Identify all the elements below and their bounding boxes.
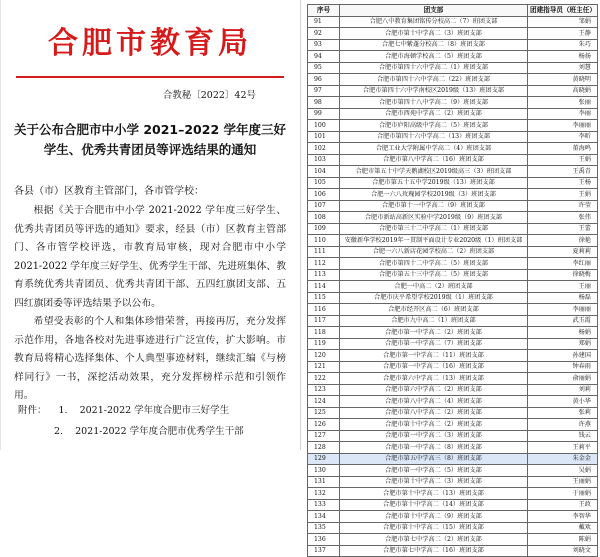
row-number: 111 — [308, 246, 340, 258]
table-row — [308, 85, 598, 97]
table-row — [308, 373, 598, 385]
row-leader: 刘慧 — [528, 62, 598, 74]
attachments-label: 附件： — [18, 405, 47, 416]
row-branch: 合肥市第八中学高二（4）班团支部 — [340, 396, 528, 408]
row-leader: 俞丽娟 — [528, 373, 598, 385]
row-branch: 合肥市第三十二中学高二（1）班团支部 — [340, 223, 528, 235]
row-leader: 戴欢 — [528, 522, 598, 534]
row-number: 121 — [308, 361, 340, 373]
row-leader: 张伟 — [528, 212, 598, 224]
row-branch: 安徽新华学校2019年一贯制平面设计专业2020级（1）班团支部 — [340, 235, 528, 247]
table-row — [308, 281, 598, 293]
table-row — [308, 476, 598, 488]
table-row — [308, 108, 598, 120]
row-branch: 合肥市新站高新区实验中学2019级（9）班团支部 — [340, 212, 528, 224]
table-row — [308, 131, 598, 143]
row-number: 107 — [308, 200, 340, 212]
row-number: 134 — [308, 511, 340, 523]
table-row — [308, 338, 598, 350]
row-leader: 杨扬 — [528, 51, 598, 63]
row-branch: 合肥市海顿学校高二（5）班团支部 — [340, 51, 528, 63]
row-branch: 合肥市第一中学高二（2）班团支部 — [340, 327, 528, 339]
row-branch: 合肥一六八新店花园学校高二（2）班团支部 — [340, 246, 528, 258]
row-number: 116 — [308, 304, 340, 316]
row-branch: 合肥市第十中学高二（3）班团支部 — [340, 28, 528, 40]
row-leader: 王娟 — [528, 154, 598, 166]
row-number: 99 — [308, 108, 340, 120]
row-leader: 李智华 — [528, 511, 598, 523]
issuing-authority-title: 合肥市教育局 — [48, 26, 252, 61]
row-number: 115 — [308, 292, 340, 304]
notice-body — [14, 202, 286, 406]
table-row — [308, 407, 598, 419]
table-row — [308, 396, 598, 408]
table-row — [308, 212, 598, 224]
row-branch: 合肥七中紫蓬分校高二（8）班团支部 — [340, 39, 528, 51]
table-row — [308, 453, 598, 465]
row-branch: 合肥市第六中学高二（2）班团支部 — [340, 384, 528, 396]
row-number: 94 — [308, 51, 340, 63]
row-branch: 合肥市第七中学高二（16）班团支部 — [340, 545, 528, 557]
row-branch: 合肥市第一中学高二（11）班团支部 — [340, 350, 528, 362]
row-leader: 王政 — [528, 499, 598, 511]
row-branch: 合肥市第五十中学天鹅湖校区2019级高三（3）班团支部 — [340, 166, 528, 178]
table-row — [308, 511, 598, 523]
table-row — [308, 361, 598, 373]
table-row — [308, 200, 598, 212]
row-branch: 合肥市第五十三中学高二（5）班团支部 — [340, 269, 528, 281]
table-row — [308, 327, 598, 339]
attachments-list — [18, 400, 244, 442]
row-branch: 合肥市第一中学高二（5）班团支部 — [340, 465, 528, 477]
row-leader: 刘莉 — [528, 384, 598, 396]
row-leader: 高晓娟 — [528, 85, 598, 97]
row-leader: 许燕 — [528, 419, 598, 431]
row-leader: 刘晓文 — [528, 545, 598, 557]
table-row — [308, 522, 598, 534]
row-leader: 钱云 — [528, 430, 598, 442]
row-number: 93 — [308, 39, 340, 51]
row-branch: 合肥市庐阳高级中学高二（5）班团支部 — [340, 120, 528, 132]
row-leader: 武玉霞 — [528, 315, 598, 327]
header-leader: 团建指导员（班主任） — [528, 5, 598, 17]
row-number: 91 — [308, 16, 340, 28]
row-number: 113 — [308, 269, 340, 281]
row-branch: 合肥市第十一中学高二（9）班团支部 — [340, 200, 528, 212]
row-branch: 合肥市第一中学高二（16）班团支部 — [340, 361, 528, 373]
row-number: 101 — [308, 131, 340, 143]
table-row — [308, 419, 598, 431]
row-branch: 合肥市第五中学高三（8）班团支部 — [340, 453, 528, 465]
row-branch: 合肥市庆平希望学校2019级（1）班团支部 — [340, 292, 528, 304]
row-number: 108 — [308, 212, 340, 224]
row-number: 97 — [308, 85, 340, 97]
row-number: 120 — [308, 350, 340, 362]
row-leader: 杨磊 — [528, 292, 598, 304]
attachment-text: 2021-2022 学年度合肥市三好学生 — [79, 405, 230, 416]
row-branch: 合肥市第十中学高二（3）班团支部 — [340, 476, 528, 488]
table-row — [308, 235, 598, 247]
table-row — [308, 223, 598, 235]
row-branch: 合肥市第一中学高二（8）班团支部 — [340, 442, 528, 454]
table-row — [308, 120, 598, 132]
row-branch: 合肥市第七中学高二（2）班团支部 — [340, 534, 528, 546]
table-row — [308, 51, 598, 63]
table-row — [308, 39, 598, 51]
row-leader: 孙建国 — [528, 350, 598, 362]
row-leader: 郑娟 — [528, 338, 598, 350]
row-number: 137 — [308, 545, 340, 557]
row-branch: 合肥一六八玫瑰园学校2019级（3）班团支部 — [340, 189, 528, 201]
row-number: 118 — [308, 327, 340, 339]
attachment-item — [18, 421, 244, 442]
row-number: 103 — [308, 154, 340, 166]
notice-title-line-2: 学生、优秀共青团员等评选结果的通知 — [43, 142, 257, 157]
notice-title — [10, 120, 290, 160]
row-number: 102 — [308, 143, 340, 155]
row-leader: 王杨 — [528, 177, 598, 189]
row-branch: 合肥市第一中学高二（3）班团支部 — [340, 430, 528, 442]
row-number: 122 — [308, 373, 340, 385]
row-number: 104 — [308, 166, 340, 178]
row-number: 131 — [308, 476, 340, 488]
row-leader: 朱金金 — [528, 453, 598, 465]
row-number: 119 — [308, 338, 340, 350]
attachment-text: 2021-2022 学年度合肥市优秀学生干部 — [75, 426, 244, 437]
row-branch: 合肥市第六中学高二（13）班团支部 — [340, 373, 528, 385]
row-branch: 合肥市西苑中学高二（2）班团支部 — [340, 108, 528, 120]
table-row — [308, 545, 598, 557]
table-header-row — [308, 5, 598, 17]
row-number: 136 — [308, 534, 340, 546]
row-leader: 吴娟 — [528, 465, 598, 477]
table-row — [308, 246, 598, 258]
row-number: 98 — [308, 97, 340, 109]
row-leader: 李丽 — [528, 108, 598, 120]
row-branch: 合肥市第十中学高二（9）班团支部 — [340, 511, 528, 523]
row-leader: 陈娟 — [528, 534, 598, 546]
row-branch: 合肥市第十中学高二（15）班团支部 — [340, 522, 528, 534]
row-branch: 合肥八中教育集团铭传分校高二（7）班团支部 — [340, 16, 528, 28]
row-leader: 李红丽 — [528, 258, 598, 270]
row-leader: 王丽娟 — [528, 476, 598, 488]
row-number: 117 — [308, 315, 340, 327]
table-row — [308, 384, 598, 396]
row-branch: 合肥市经开区高二（6）班团支部 — [340, 304, 528, 316]
table-row — [308, 442, 598, 454]
row-branch: 合肥市第十中学高二（2）班团支部 — [340, 419, 528, 431]
row-leader: 李昕 — [528, 131, 598, 143]
table-row — [308, 315, 598, 327]
row-leader: 张丽 — [528, 97, 598, 109]
table-row — [308, 154, 598, 166]
row-number: 106 — [308, 189, 340, 201]
row-number: 130 — [308, 465, 340, 477]
row-leader: 李丽丽 — [528, 120, 598, 132]
attachment-index: 2. — [54, 426, 64, 437]
body-paragraph-2: 希望受表彰的个人和集体珍惜荣誉，再接再厉，充分发挥示范作用，各地各校对先进事迹进行广泛宣传，扩大影响。市教育局将精心选择集体、个人典型事迹材料，继续汇编《与榜样同行》一书，深挖活动效果，充分发挥榜样示范和引领作用。 — [14, 316, 286, 401]
row-number: 105 — [308, 177, 340, 189]
table-row — [308, 97, 598, 109]
row-leader: 邹娟 — [528, 16, 598, 28]
table-row — [308, 177, 598, 189]
table-row — [308, 143, 598, 155]
row-branch: 合肥市第十中学高二（14）班团支部 — [340, 499, 528, 511]
row-branch: 合肥市第一中学高二（7）班团支部 — [340, 338, 528, 350]
row-leader: 于丽娟 — [528, 488, 598, 500]
red-divider-line — [16, 76, 284, 78]
row-leader: 黄晓明 — [528, 74, 598, 86]
row-branch: 合肥市第四十六中学高二（22）班团支部 — [340, 74, 528, 86]
row-branch: 合肥市第八中学高二（16）班团支部 — [340, 154, 528, 166]
row-number: 123 — [308, 384, 340, 396]
row-leader: 王静 — [528, 28, 598, 40]
row-branch: 合肥市第五十五中学2019级（13）班团支部 — [340, 177, 528, 189]
table-row — [308, 488, 598, 500]
table-body — [308, 16, 598, 557]
table-row — [308, 189, 598, 201]
attachment-index: 1. — [58, 405, 68, 416]
header-number: 序号 — [308, 5, 340, 17]
table-row — [308, 465, 598, 477]
row-leader: 李丽丽 — [528, 304, 598, 316]
row-leader: 杨娟 — [528, 327, 598, 339]
header-branch: 团支部 — [340, 5, 528, 17]
row-number: 132 — [308, 488, 340, 500]
table-row — [308, 166, 598, 178]
row-number: 125 — [308, 407, 340, 419]
row-branch: 合肥市第四十八中学高二（9）班团支部 — [340, 97, 528, 109]
table-row — [308, 74, 598, 86]
row-number: 135 — [308, 522, 340, 534]
table-row — [308, 16, 598, 28]
row-branch: 合肥工业大学附属中学高二（4）班团支部 — [340, 143, 528, 155]
row-leader: 王丽 — [528, 281, 598, 293]
row-branch: 合肥市第四十二中学高二（5）班团支部 — [340, 258, 528, 270]
row-leader: 黄小华 — [528, 396, 598, 408]
table-row — [308, 62, 598, 74]
branch-table — [307, 4, 598, 557]
table-row — [308, 350, 598, 362]
addressee: 各县（市）区教育主管部门，各市管学校： — [14, 186, 204, 197]
row-branch: 合肥市第四十六中学高二（13）班团支部 — [340, 131, 528, 143]
row-leader: 朱巧 — [528, 39, 598, 51]
row-number: 124 — [308, 396, 340, 408]
row-number: 126 — [308, 419, 340, 431]
row-number: 95 — [308, 62, 340, 74]
row-leader: 徐晓梅 — [528, 269, 598, 281]
row-branch: 合肥一中高二（2）班团支部 — [340, 281, 528, 293]
table-row — [308, 292, 598, 304]
row-leader: 王蕾 — [528, 223, 598, 235]
row-branch: 合肥市第八中学高二（2）班团支部 — [340, 407, 528, 419]
row-leader: 董海鸣 — [528, 143, 598, 155]
row-leader: 王莉平 — [528, 442, 598, 454]
notice-title-line-1: 关于公布合肥市中小学 2021–2022 学年度三好 — [13, 122, 287, 137]
notice-document-page — [0, 0, 300, 450]
row-number: 133 — [308, 499, 340, 511]
row-number: 110 — [308, 235, 340, 247]
table-row — [308, 269, 598, 281]
table-row — [308, 304, 598, 316]
row-leader: 王禹青 — [528, 166, 598, 178]
youth-league-branch-table-page — [300, 0, 600, 554]
row-number: 100 — [308, 120, 340, 132]
row-branch: 合肥市第四十六中学高二（1）班团支部 — [340, 62, 528, 74]
row-branch: 合肥市第四十六中学南校区2019级（13）班团支部 — [340, 85, 528, 97]
row-leader: 徐艳 — [528, 235, 598, 247]
row-branch: 合肥市九中高二（1）班团支部 — [340, 315, 528, 327]
row-number: 112 — [308, 258, 340, 270]
row-number: 128 — [308, 442, 340, 454]
row-leader: 王娟 — [528, 189, 598, 201]
row-leader: 钟春雨 — [528, 361, 598, 373]
row-number: 92 — [308, 28, 340, 40]
row-number: 127 — [308, 430, 340, 442]
row-number: 109 — [308, 223, 340, 235]
document-number: 合教秘〔2022〕42号 — [162, 90, 256, 101]
row-branch: 合肥市第十中学高二（13）班团支部 — [340, 488, 528, 500]
body-paragraph-1: 根据《关于合肥市中小学 2021-2022 学年度三好学生、优秀共青团员等评选的通知》要求，经县（市）区教育主管部门、各市管学校评选，市教育局审核，现对合肥市中小学 2021-2022 学年度三好学生、优秀学生干部、先进班集体、教育系统优秀共青团员、优秀共青团干部、五四红旗团支部、五四红旗团委等评选结果予以公布。 — [14, 205, 286, 309]
table-row — [308, 499, 598, 511]
row-leader: 夏莉莉 — [528, 246, 598, 258]
row-number: 129 — [308, 453, 340, 465]
table-row — [308, 258, 598, 270]
table-row — [308, 28, 598, 40]
row-leader: 许莹 — [528, 200, 598, 212]
row-leader: 张莉 — [528, 407, 598, 419]
attachment-item — [18, 400, 244, 421]
row-number: 96 — [308, 74, 340, 86]
row-number: 114 — [308, 281, 340, 293]
table-row — [308, 430, 598, 442]
table-row — [308, 534, 598, 546]
